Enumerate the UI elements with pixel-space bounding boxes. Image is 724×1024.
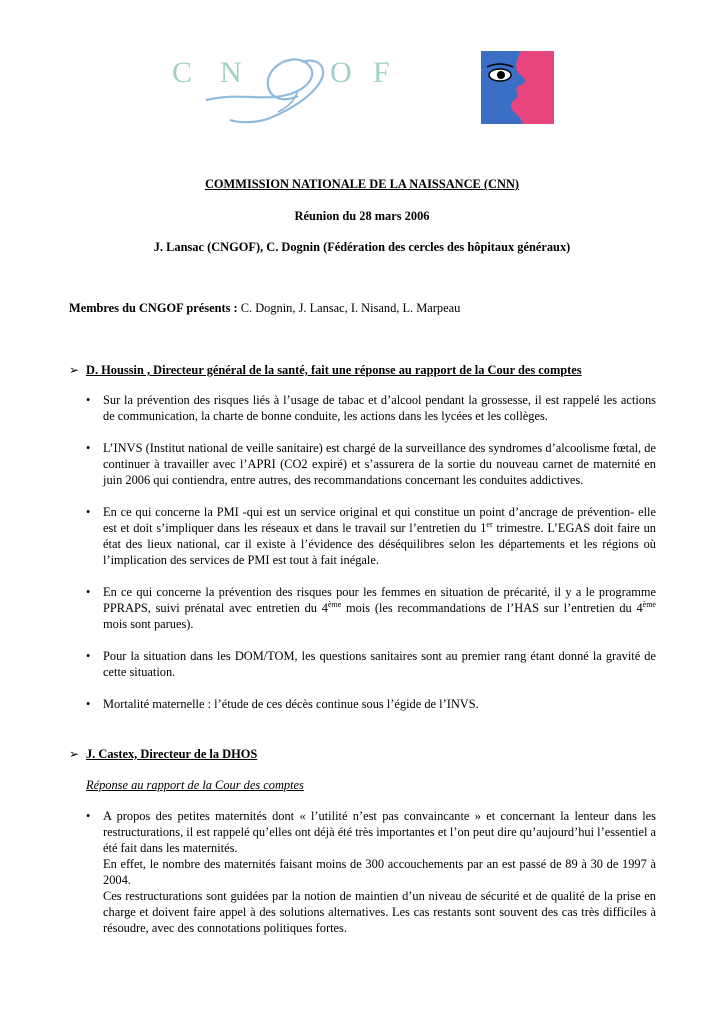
document-title: COMMISSION NATIONALE DE LA NAISSANCE (CNN) — [204, 177, 520, 191]
list-item — [86, 440, 656, 488]
section-castex-list — [86, 808, 656, 952]
members-line — [69, 300, 669, 316]
bullet-icon: • — [86, 505, 91, 519]
members-names: C. Dognin, J. Lansac, I. Nisand, L. Marpeau — [237, 301, 461, 315]
paragraph: Ces restructurations sont guidées par la notion de maintien d’un niveau de sécurité et de qualité de la prise en charge et doivent faire appel à des solutions alternatives. Les cas restants sont souvent des cas très difficiles à résoudre, avec des connotations politiques fortes. — [103, 889, 656, 935]
section-houssin-list — [86, 392, 656, 728]
bullet-icon: • — [86, 441, 91, 455]
section-subtitle: Réponse au rapport de la Cour des comptes — [86, 778, 304, 792]
bullet-icon: • — [86, 393, 91, 407]
section-title: J. Castex, Directeur de la DHOS — [86, 747, 258, 761]
list-item-text: Mortalité maternelle : l’étude de ces décès continue sous l’égide de l’INVS. — [103, 697, 479, 711]
list-item — [86, 696, 656, 712]
list-item — [86, 584, 656, 632]
bullet-icon: • — [86, 697, 91, 711]
svg-text:N: N — [220, 56, 242, 89]
list-item-text: Pour la situation dans les DOM/TOM, les questions sanitaires sont au premier rang étant donné la gravité de cette situation. — [103, 649, 656, 679]
list-item — [86, 808, 656, 936]
list-item — [86, 504, 656, 568]
section-title: D. Houssin , Directeur général de la santé, fait une réponse au rapport de la Cour des comptes — [86, 363, 582, 377]
arrow-bullet-icon: ➢ — [69, 747, 80, 761]
list-item-text: En ce qui concerne la PMI -qui est un service original et qui constitue un point d’ancrage de prévention- elle est et doit s’impliquer dans les réseaux et dans le travail sur l’entretien du 1er trimestre. L’EGAS doit faire un état des lieux national, car il existe à l’évidence des déséquilibres selon les départements et les régions où l’implication des services de PMI est tout à fait inégale. — [103, 505, 656, 567]
section-houssin — [69, 362, 582, 378]
section-castex — [69, 746, 257, 762]
meeting-date: Réunion du 28 mars 2006 — [294, 209, 430, 223]
cngof-logo — [170, 52, 395, 124]
eye-profile-graphic — [481, 51, 554, 124]
list-item-text: Sur la prévention des risques liés à l’usage de tabac et d’alcool pendant la grossesse, il est rappelé les actions de communication, la charte de bonne conduite, les actions dans les lycées et les collèges. — [103, 393, 656, 423]
svg-text:F: F — [373, 56, 390, 89]
list-item-text: L’INVS (Institut national de veille sanitaire) est chargé de la surveillance des syndromes d’alcoolisme fœtal, de continuer à travailler avec l’APRI (CO2 expiré) et s’assurera de la sortie du nouveau carnet de maternité en juin 2006 qui contiendra, entre autres, des recommandations concernant les conduites addictives. — [103, 441, 656, 487]
list-item — [86, 392, 656, 424]
members-label: Membres du CNGOF présents : — [69, 301, 238, 315]
bullet-icon: • — [86, 809, 91, 823]
svg-text:C: C — [172, 56, 195, 89]
svg-text:O: O — [330, 56, 352, 89]
paragraph: A propos des petites maternités dont « l’utilité n’est pas convaincante » et concernant la lenteur dans les restructurations, il est rappelé qu’elles ont déjà été très importantes et l’on peut dire qu’aujourd’hui l’essentiel a été fait dans les maternités. — [103, 809, 656, 855]
bullet-icon: • — [86, 585, 91, 599]
arrow-bullet-icon: ➢ — [69, 363, 80, 377]
paragraph: En effet, le nombre des maternités faisant moins de 300 accouchements par an est passé de 89 à 30 de 1997 à 2004. — [103, 857, 656, 887]
eye-profile-logo — [481, 51, 554, 124]
list-item-text: En ce qui concerne la prévention des risques pour les femmes en situation de précarité, il y a le programme PPRAPS, suivi prénatal avec entretien du 4ème mois (les recommandations de l’HAS sur l’entretien du 4ème mois sont parues). — [103, 585, 656, 631]
bullet-icon: • — [86, 649, 91, 663]
list-item — [86, 648, 656, 680]
authors-line: J. Lansac (CNGOF), C. Dognin (Fédération des cercles des hôpitaux généraux) — [153, 240, 571, 254]
cngof-logo-graphic — [170, 52, 395, 124]
